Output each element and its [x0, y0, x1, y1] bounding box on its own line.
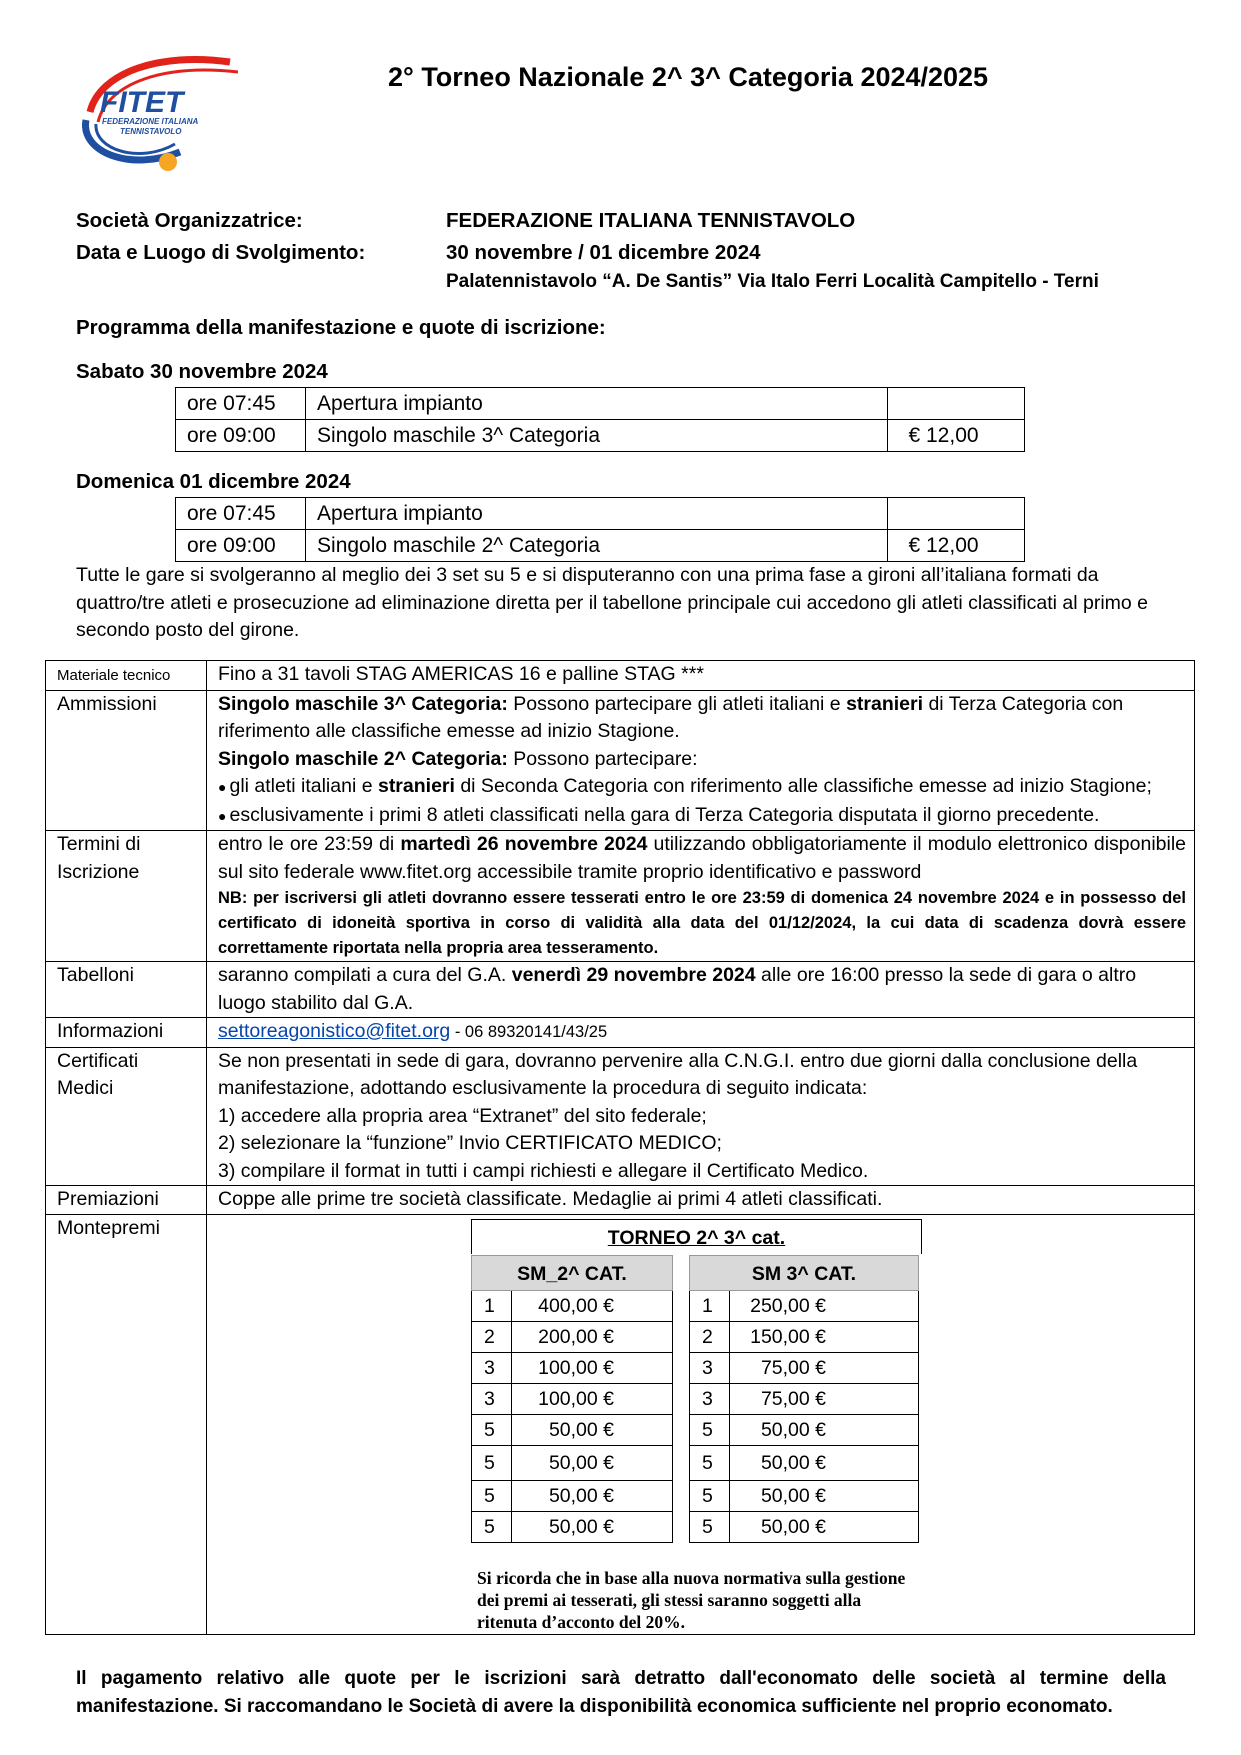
- info-row-premiazioni: [46, 1186, 1195, 1215]
- schedule-table-saturday: [175, 387, 1025, 452]
- info-table: [45, 660, 1195, 1635]
- prize-row: [471, 1291, 673, 1322]
- prize-amount: 400,00 €: [538, 1294, 614, 1317]
- prize-position: 1: [690, 1291, 730, 1321]
- document-title: 2° Torneo Nazionale 2^ 3^ Categoria 2024/2025: [388, 62, 989, 92]
- schedule-event: Singolo maschile 2^ Categoria: [306, 530, 888, 562]
- prize-position: 5: [690, 1512, 730, 1542]
- schedule-event: Singolo maschile 3^ Categoria: [306, 420, 888, 452]
- venue-value: Palatennistavolo “A. De Santis” Via Italo Ferri Località Campitello - Terni: [446, 271, 1099, 292]
- schedule-row: [176, 388, 1025, 420]
- certificati-step-3: 3) compilare il format in tutti i campi richiesti e allegare il Certificato Medico.: [218, 1159, 869, 1182]
- date-place-label: Data e Luogo di Svolgimento:: [76, 241, 366, 264]
- ammissioni-bullet-1: ● gli atleti italiani e stranieri di Seconda Categoria con riferimento alle classifiche emesse ad inizio Stagione;: [218, 775, 1152, 797]
- prize-row: [471, 1446, 673, 1481]
- schedule-time: ore 09:00: [176, 420, 306, 452]
- certificati-label-1: Certificati: [57, 1049, 139, 1072]
- prize-row: [689, 1481, 919, 1512]
- prize-row: [471, 1322, 673, 1353]
- schedule-fee: € 12,00: [888, 420, 1025, 452]
- montepremi-label: Montepremi: [46, 1214, 207, 1634]
- payment-note: Il pagamento relativo alle quote per le iscrizioni sarà detratto dall'economato delle società al termine della manifestazione. Si raccomandano le Società di avere la disponibilità economica sufficiente nel proprio economato.: [76, 1668, 1166, 1717]
- bullet-icon: ●: [218, 807, 227, 824]
- prize-position: 3: [472, 1384, 512, 1414]
- prize-position: 2: [690, 1322, 730, 1352]
- info-row-ammissioni: [46, 690, 1195, 831]
- prize-row: [689, 1415, 919, 1446]
- info-row-certificati: [46, 1047, 1195, 1186]
- prize-header-sm3: SM 3^ CAT.: [689, 1255, 919, 1291]
- prize-column-sm2: [471, 1255, 673, 1543]
- prize-row: [471, 1481, 673, 1512]
- schedule-time: ore 09:00: [176, 530, 306, 562]
- logo-subtext-1: FEDERAZIONE ITALIANA: [102, 117, 199, 126]
- schedule-event: Apertura impianto: [306, 388, 888, 420]
- fitet-logo: [80, 52, 260, 176]
- prize-amount: 50,00 €: [760, 1515, 826, 1538]
- schedule-event: Apertura impianto: [306, 498, 888, 530]
- schedule-row: [176, 420, 1025, 452]
- schedule-fee: € 12,00: [888, 530, 1025, 562]
- schedule-time: ore 07:45: [176, 498, 306, 530]
- day-title-sunday: Domenica 01 dicembre 2024: [76, 470, 351, 493]
- informazioni-label: Informazioni: [46, 1018, 207, 1048]
- prize-position: 2: [472, 1322, 512, 1352]
- info-row-termini: [46, 831, 1195, 962]
- prize-row: [689, 1384, 919, 1415]
- schedule-fee: [888, 388, 1025, 420]
- termini-label-1: Termini di: [57, 833, 141, 855]
- prize-amount: 50,00 €: [760, 1484, 826, 1507]
- phone-number: - 06 89320141/43/25: [450, 1023, 608, 1041]
- prize-amount: 50,00 €: [548, 1418, 614, 1441]
- email-link[interactable]: settoreagonistico@fitet.org: [218, 1020, 451, 1042]
- certificati-value: Se non presentati in sede di gara, dovranno pervenire alla C.N.G.I. entro due giorni dalla conclusione della manifestazione, adottando esclusivamente la procedura di seguito indicata: 1) accedere alla propria area “Extranet” del sito federale; 2) selezionare la “funzione” Invio CERTIFICATO MEDICO; 3) compilare il format in tutti i campi richiesti e allegare il Certificato Medico.: [207, 1047, 1195, 1186]
- ammissioni-label: Ammissioni: [46, 690, 207, 831]
- organizer-value: FEDERAZIONE ITALIANA TENNISTAVOLO: [446, 209, 856, 232]
- prize-row: [471, 1512, 673, 1543]
- prize-amount: 100,00 €: [538, 1356, 614, 1379]
- info-row-tabelloni: [46, 962, 1195, 1018]
- termini-value: entro le ore 23:59 di martedì 26 novembre 2024 utilizzando obbligatoriamente il modulo elettronico disponibile sul sito federale www.fitet.org accessibile tramite proprio identificativo e password NB: per iscriversi gli atleti dovranno essere tesserati entro le ore 23:59 di domenica 24 novembre 2024 e in possesso del certificato di idoneità sportiva in corso di validità alla data del 01/12/2024, la cui data di scadenza dovrà essere correttamente riportata nella propria area tesseramento.: [207, 831, 1195, 962]
- prize-position: 3: [472, 1353, 512, 1383]
- schedule-time: ore 07:45: [176, 388, 306, 420]
- bullet-icon: ●: [218, 779, 227, 795]
- prize-row: [689, 1512, 919, 1543]
- ammissioni-value: [207, 690, 1195, 831]
- prize-amount: 100,00 €: [538, 1387, 614, 1410]
- prize-row: [689, 1353, 919, 1384]
- prize-position: 1: [472, 1291, 512, 1321]
- prize-amount: 50,00 €: [548, 1484, 614, 1507]
- prize-row: [471, 1384, 673, 1415]
- info-row-materiale: [46, 661, 1195, 691]
- prize-row: [689, 1322, 919, 1353]
- tabelloni-value: saranno compilati a cura del G.A. venerdì 29 novembre 2024 alle ore 16:00 presso la sede di gara o altro luogo stabilito dal G.A.: [207, 962, 1195, 1018]
- prize-row: [689, 1291, 919, 1322]
- prize-amount: 50,00 €: [548, 1515, 614, 1538]
- day-title-saturday: Sabato 30 novembre 2024: [76, 360, 328, 383]
- schedule-row: [176, 498, 1025, 530]
- prize-position: 3: [690, 1384, 730, 1414]
- prize-position: 5: [472, 1481, 512, 1511]
- certificati-label-2: Medici: [57, 1077, 114, 1099]
- materiale-label: Materiale tecnico: [57, 667, 171, 684]
- certificati-step-2: 2) selezionare la “funzione” Invio CERTIFICATO MEDICO;: [218, 1132, 722, 1154]
- premiazioni-value: Coppe alle prime tre società classificate. Medaglie ai primi 4 atleti classificati.: [207, 1186, 1195, 1215]
- ammissioni-bullet-2: ● esclusivamente i primi 8 atleti classificati nella gara di Terza Categoria disputata il giorno precedente.: [218, 803, 1100, 826]
- prize-amount: 150,00 €: [750, 1325, 826, 1348]
- prize-amount: 250,00 €: [750, 1294, 826, 1317]
- prize-position: 5: [472, 1446, 512, 1480]
- schedule-fee: [888, 498, 1025, 530]
- info-row-informazioni: [46, 1018, 1195, 1048]
- materiale-value: Fino a 31 tavoli STAG AMERICAS 16 e palline STAG ***: [207, 661, 1195, 691]
- prize-amount: 75,00 €: [760, 1356, 826, 1379]
- logo-subtext-2: TENNISTAVOLO: [120, 127, 182, 136]
- premiazioni-label: Premiazioni: [46, 1186, 207, 1215]
- prize-note: Si ricorda che in base alla nuova normativa sulla gestione dei premi ai tesserati, gli stessi saranno soggetti alla ritenuta d’acconto del 20%.: [477, 1567, 906, 1632]
- prize-position: 3: [690, 1353, 730, 1383]
- date-value: 30 novembre / 01 dicembre 2024: [446, 241, 761, 264]
- fitet-logo-graphic: [80, 52, 260, 176]
- prize-amount: 75,00 €: [760, 1387, 826, 1410]
- tabelloni-label: Tabelloni: [46, 962, 207, 1018]
- prize-position: 5: [690, 1481, 730, 1511]
- logo-text: FITET: [100, 86, 184, 119]
- prize-amount: 50,00 €: [760, 1451, 826, 1474]
- prize-position: 5: [690, 1415, 730, 1445]
- organizer-label: Società Organizzatrice:: [76, 209, 303, 232]
- termini-nb: NB: per iscriversi gli atleti dovranno essere tesserati entro le ore 23:59 di domenica 24 novembre 2024 e in possesso del certificato di idoneità sportiva in corso di validità alla data del 01/12/2024, la cui data di scadenza dovrà essere correttamente riportata nella propria area tesseramento.: [218, 889, 1186, 957]
- schedule-table-sunday: [175, 497, 1025, 562]
- prize-heading: TORNEO 2^ 3^ cat.: [607, 1226, 786, 1249]
- program-heading: Programma della manifestazione e quote di iscrizione:: [76, 316, 606, 339]
- termini-label-2: Iscrizione: [57, 860, 140, 883]
- format-description: Tutte le gare si svolgeranno al meglio dei 3 set su 5 e si disputeranno con una prima fase a gironi all’italiana formati da quattro/tre atleti e prosecuzione ad eliminazione diretta per il tabellone principale cui accedono gli atleti classificati al primo e secondo posto del girone.: [76, 564, 1149, 641]
- prize-position: 5: [472, 1415, 512, 1445]
- prize-amount: 50,00 €: [548, 1451, 614, 1474]
- prize-header-sm2: SM_2^ CAT.: [471, 1255, 673, 1291]
- prize-row: [471, 1353, 673, 1384]
- ammissioni-3cat: Singolo maschile 3^ Categoria: Possono partecipare gli atleti italiani e stranieri di Terza Categoria con riferimento alle classifiche emesse ad inizio Stagione.: [218, 692, 1124, 742]
- ammissioni-2cat: Singolo maschile 2^ Categoria: Possono partecipare:: [218, 747, 698, 770]
- certificati-step-1: 1) accedere alla propria area “Extranet” del sito federale;: [218, 1104, 707, 1127]
- prize-column-sm3: [689, 1255, 919, 1543]
- prize-amount: 200,00 €: [538, 1325, 614, 1348]
- prize-row: [689, 1446, 919, 1481]
- prize-amount: 50,00 €: [760, 1418, 826, 1441]
- prize-position: 5: [472, 1512, 512, 1542]
- prize-row: [471, 1415, 673, 1446]
- schedule-row: [176, 530, 1025, 562]
- prize-table: [471, 1219, 922, 1634]
- info-row-montepremi: [46, 1214, 1195, 1634]
- prize-position: 5: [690, 1446, 730, 1480]
